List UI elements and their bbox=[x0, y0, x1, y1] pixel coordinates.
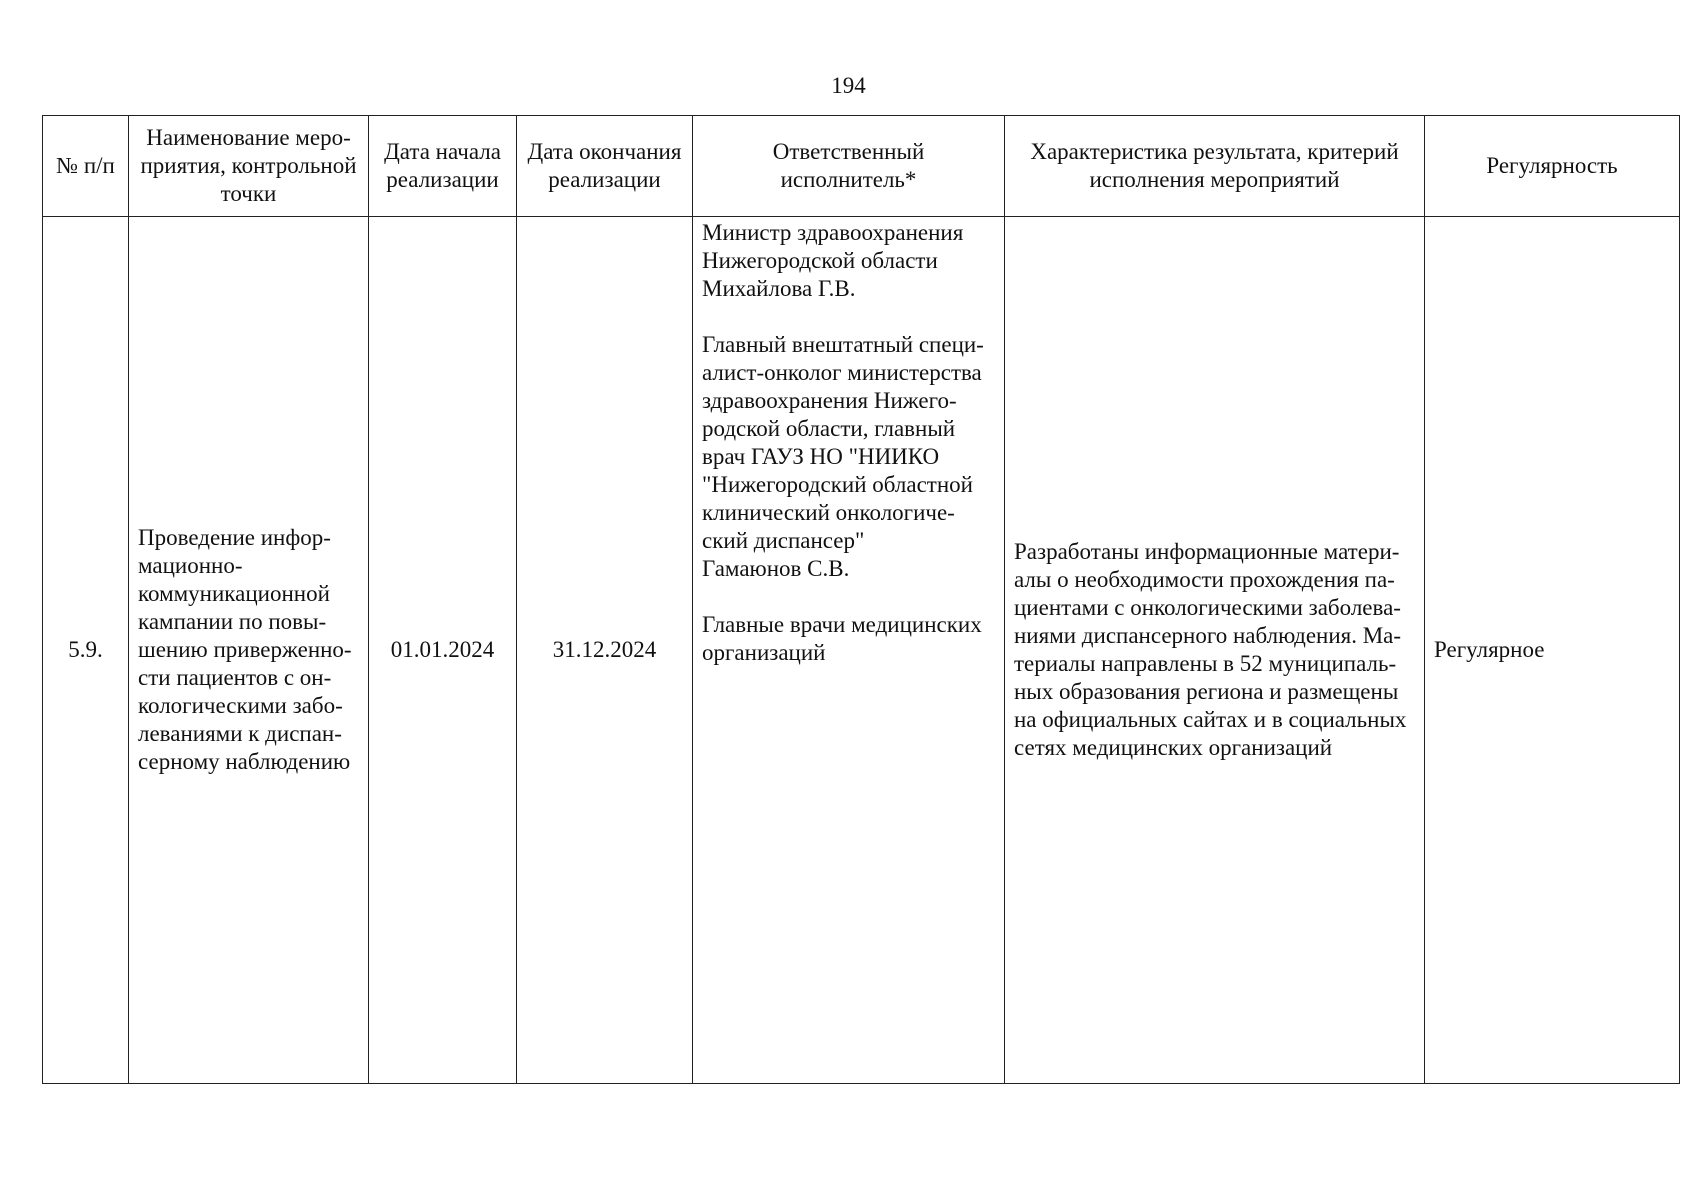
cell-regularity: Регулярное bbox=[1425, 217, 1680, 1084]
page-number: 194 bbox=[831, 73, 866, 98]
header-name: Наименование меро- приятия, контрольной точки bbox=[129, 116, 369, 217]
cell-start-date: 01.01.2024 bbox=[369, 217, 517, 1084]
responsible-chief-oncologist: Главный внештатный специ- алист-онколог министерства здравоохранения Нижего- родской области, главный врач ГАУЗ НО "НИИКО "Нижегородский областной клинический онкологиче- ский диспансер" Гамаюнов С.В. bbox=[702, 332, 984, 581]
header-regularity: Регулярность bbox=[1425, 116, 1680, 217]
header-start-date: Дата начала реализации bbox=[369, 116, 517, 217]
cell-responsible bbox=[693, 217, 1005, 1084]
header-num: № п/п bbox=[43, 116, 129, 217]
header-end-date: Дата окончания реализации bbox=[517, 116, 693, 217]
cell-num: 5.9. bbox=[43, 217, 129, 1084]
header-result: Характеристика результата, критерий исполнения мероприятий bbox=[1005, 116, 1425, 217]
plan-table bbox=[42, 115, 1680, 1084]
cell-end-date: 31.12.2024 bbox=[517, 217, 693, 1084]
cell-result: Разработаны информационные матери- алы о необходимости прохождения па- циентами с онкологическими заболева- ниями диспансерного наблюдения. Ма- териалы направлены в 52 муниципаль- ных образования региона и размещены на официальных сайтах и в социальных сетях медицинских организаций bbox=[1005, 217, 1425, 1084]
table-header-row bbox=[43, 116, 1680, 217]
responsible-minister: Министр здравоохранения Нижегородской области Михайлова Г.В. bbox=[702, 220, 964, 301]
table-row bbox=[43, 217, 1680, 1084]
responsible-chief-doctors: Главные врачи медицинских организаций bbox=[702, 612, 982, 665]
header-responsible: Ответственный исполнитель* bbox=[693, 116, 1005, 217]
cell-name: Проведение инфор- мационно- коммуникационной кампании по повы- шению приверженно- сти пациентов с он- кологическими забо- леваниями к диспан- серному наблюдению bbox=[129, 217, 369, 1084]
